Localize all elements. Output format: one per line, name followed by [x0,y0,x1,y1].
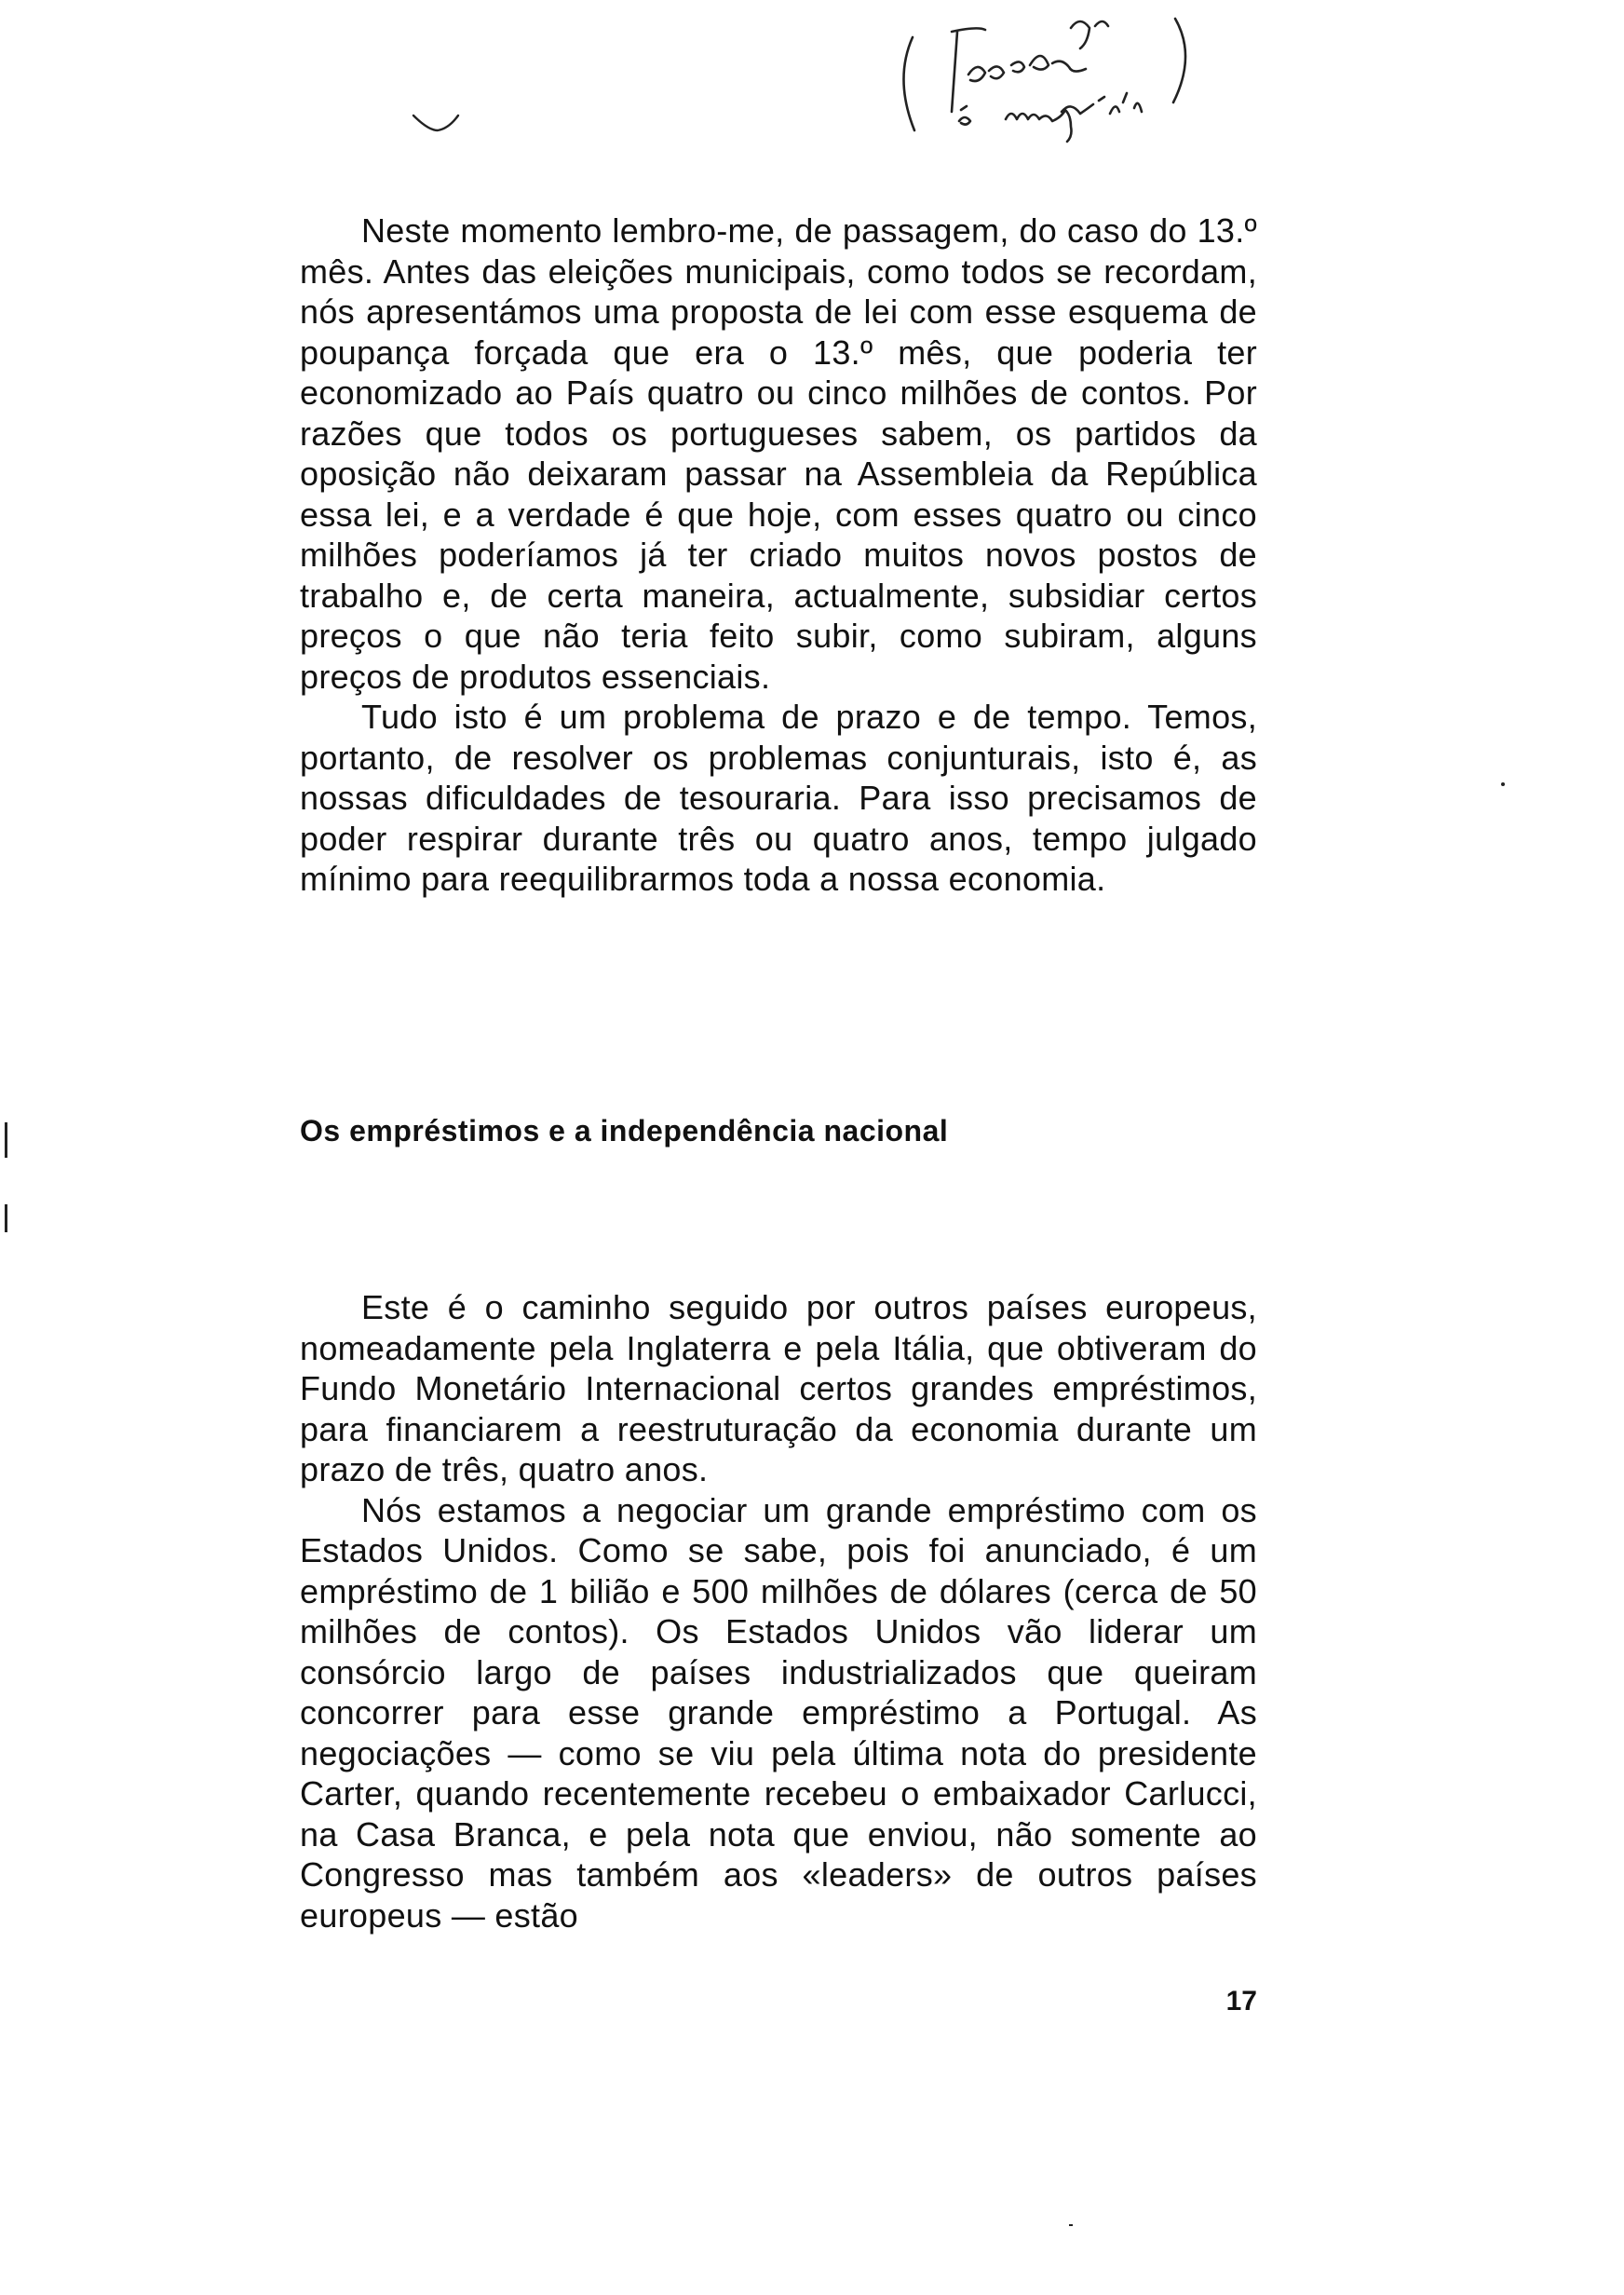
margin-mark [5,1204,7,1232]
handwriting-scribble [875,9,1266,149]
section-heading: Os empréstimos e a independência nacional [300,1114,949,1148]
check-mark-icon [410,110,466,138]
paragraph: Nós estamos a negociar um grande empréstimo com os Estados Unidos. Como se sabe, pois foi anunciado, é um empréstimo de 1 bilião e 500 milhões de dólares (cerca de 50 milhões de contos). Os Estados Unidos vão liderar um consórcio largo de países industrializados que queiram concorrer para esse grande empréstimo a Portugal. As negociações — como se viu pela última nota do presidente Carter, quando recentemente recebeu o embaixador Carlucci, na Casa Branca, e pela nota que enviou, não somente ao Congresso mas também aos «leaders» de outros países europeus — estão [300,1490,1257,1935]
paragraph: Tudo isto é um problema de prazo e de tempo. Temos, portanto, de resolver os problemas conjunturais, isto é, as nossas dificuldades de tesouraria. Para isso precisamos de poder respirar durante três ou quatro anos, tempo julgado mínimo para reequilibrarmos toda a nossa economia. [300,698,1257,898]
handwritten-annotation [875,9,1266,149]
ink-speck [1501,782,1505,786]
paragraph: Neste momento lembro-me, de passagem, do caso do 13.º mês. Antes das eleições municipais, como todos se recordam, nós apresentámos uma proposta de lei com esse esquema de poupança forçada que era o 13.º mês, que poderia ter economizado ao País quatro ou cinco milhões de contos. Por razões que todos os portugueses sabem, os partidos da oposição não deixaram passar na Assembleia da República essa lei, e a verdade é que hoje, com esses quatro ou cinco milhões poderíamos já ter criado muitos novos postos de trabalho e, de certa maneira, actualmente, subsidiar certos preços o que não teria feito subir, como subiram, alguns preços de produtos essenciais. [300,211,1257,696]
ink-speck [1069,2224,1073,2226]
body-text-section-1 [300,210,1257,900]
margin-mark [5,1122,7,1158]
body-text-section-2 [300,1287,1257,1935]
paragraph: Este é o caminho seguido por outros países europeus, nomeadamente pela Inglaterra e pela Itália, que obtiveram do Fundo Monetário Internacional certos grandes empréstimos, para financiarem a reestruturação da economia durante um prazo de três, quatro anos. [300,1288,1257,1488]
page-number: 17 [1225,1986,1257,2017]
